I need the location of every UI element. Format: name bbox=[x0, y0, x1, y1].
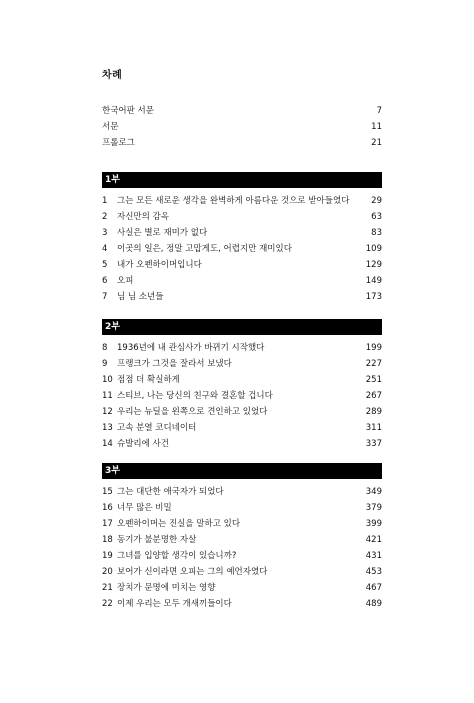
chapter-number: 19 bbox=[102, 551, 113, 561]
chapter-page: 251 bbox=[365, 375, 382, 385]
chapter-title: 사실은 별로 재미가 없다 bbox=[117, 228, 208, 238]
chapter-number: 17 bbox=[102, 519, 113, 529]
chapter-number: 12 bbox=[102, 407, 113, 417]
chapter-title: 슈발리에 사건 bbox=[117, 439, 169, 449]
chapter-number: 15 bbox=[102, 487, 113, 497]
chapter-number: 4 bbox=[102, 244, 108, 254]
chapter-title: 1936년에 내 관심사가 바뀌기 시작했다 bbox=[117, 343, 265, 353]
chapter-title: 보어가 신이라면 오피는 그의 예언자였다 bbox=[117, 567, 268, 577]
chapter-entry[interactable] bbox=[102, 516, 382, 532]
chapter-entry[interactable] bbox=[102, 564, 382, 580]
chapter-number: 2 bbox=[102, 212, 108, 222]
part-header: 3부 bbox=[102, 463, 382, 479]
chapter-page: 83 bbox=[371, 228, 382, 238]
chapter-page: 267 bbox=[365, 391, 382, 401]
chapter-entry[interactable] bbox=[102, 193, 382, 209]
entry-title: 프롤로그 bbox=[102, 138, 135, 148]
part-section bbox=[102, 319, 382, 452]
chapter-page: 421 bbox=[365, 535, 382, 545]
chapter-title: 내가 오펜하이머입니다 bbox=[117, 260, 202, 270]
chapter-title: 스티브, 나는 당신의 친구와 결혼할 겁니다 bbox=[117, 391, 273, 401]
toc-entry[interactable] bbox=[102, 135, 382, 151]
entry-title: 한국어판 서문 bbox=[102, 106, 154, 116]
chapter-entry[interactable] bbox=[102, 273, 382, 289]
chapter-title: 님 님 소년들 bbox=[117, 292, 164, 302]
chapter-number: 1 bbox=[102, 196, 108, 206]
chapter-title: 그는 대단한 애국자가 되었다 bbox=[117, 487, 224, 497]
chapter-title: 그녀를 입양할 생각이 있습니까? bbox=[117, 551, 237, 561]
chapter-entry[interactable] bbox=[102, 372, 382, 388]
chapter-entry[interactable] bbox=[102, 548, 382, 564]
toc-entry[interactable] bbox=[102, 119, 382, 135]
chapter-page: 453 bbox=[365, 567, 382, 577]
chapter-number: 5 bbox=[102, 260, 108, 270]
chapter-entry[interactable] bbox=[102, 596, 382, 612]
chapter-page: 63 bbox=[371, 212, 382, 222]
chapter-number: 3 bbox=[102, 228, 108, 238]
entry-page: 21 bbox=[371, 138, 382, 148]
chapter-page: 29 bbox=[371, 196, 382, 206]
chapter-title: 자신만의 감옥 bbox=[117, 212, 169, 222]
chapter-number: 13 bbox=[102, 423, 113, 433]
chapter-title: 장치가 문명에 미치는 영향 bbox=[117, 583, 216, 593]
front-matter-list bbox=[102, 103, 382, 151]
chapter-entry[interactable] bbox=[102, 241, 382, 257]
chapter-title: 오펜하이머는 진실을 말하고 있다 bbox=[117, 519, 241, 529]
chapter-entry[interactable] bbox=[102, 340, 382, 356]
chapter-entry[interactable] bbox=[102, 420, 382, 436]
chapter-number: 18 bbox=[102, 535, 113, 545]
chapter-title: 점점 더 확실하게 bbox=[117, 375, 180, 385]
chapter-number: 10 bbox=[102, 375, 113, 385]
chapter-number: 21 bbox=[102, 583, 113, 593]
chapter-number: 7 bbox=[102, 292, 108, 302]
chapter-page: 199 bbox=[365, 343, 382, 353]
chapter-page: 349 bbox=[365, 487, 382, 497]
entry-page: 11 bbox=[371, 122, 382, 132]
part-section bbox=[102, 172, 382, 305]
chapter-number: 9 bbox=[102, 359, 108, 369]
chapter-page: 173 bbox=[365, 292, 382, 302]
chapter-page: 379 bbox=[365, 503, 382, 513]
chapter-number: 20 bbox=[102, 567, 113, 577]
part-header: 2부 bbox=[102, 319, 382, 335]
chapter-entry[interactable] bbox=[102, 580, 382, 596]
chapter-page: 467 bbox=[365, 583, 382, 593]
chapter-page: 129 bbox=[365, 260, 382, 270]
part-header: 1부 bbox=[102, 172, 382, 188]
chapter-page: 149 bbox=[365, 276, 382, 286]
chapter-entry[interactable] bbox=[102, 225, 382, 241]
chapter-number: 22 bbox=[102, 599, 113, 609]
chapter-page: 337 bbox=[365, 439, 382, 449]
chapter-page: 289 bbox=[365, 407, 382, 417]
chapter-title: 프랭크가 그것을 잘라서 보냈다 bbox=[117, 359, 232, 369]
chapter-page: 399 bbox=[365, 519, 382, 529]
chapter-page: 311 bbox=[365, 423, 382, 433]
chapter-page: 431 bbox=[365, 551, 382, 561]
chapter-number: 8 bbox=[102, 343, 108, 353]
chapter-number: 11 bbox=[102, 391, 113, 401]
chapter-title: 우리는 뉴딜을 왼쪽으로 견인하고 있었다 bbox=[117, 407, 268, 417]
chapter-page: 489 bbox=[365, 599, 382, 609]
chapter-entry[interactable] bbox=[102, 436, 382, 452]
chapter-entry[interactable] bbox=[102, 532, 382, 548]
chapter-title: 이제 우리는 모두 개새끼들이다 bbox=[117, 599, 232, 609]
chapter-title: 이곳의 일은, 정말 고맙게도, 어렵지만 재미있다 bbox=[117, 244, 292, 254]
part-section bbox=[102, 463, 382, 612]
chapter-title: 고속 분열 코디네이터 bbox=[117, 423, 197, 433]
chapter-entry[interactable] bbox=[102, 289, 382, 305]
toc-entry[interactable] bbox=[102, 103, 382, 119]
chapter-entry[interactable] bbox=[102, 356, 382, 372]
chapter-number: 16 bbox=[102, 503, 113, 513]
entry-page: 7 bbox=[376, 106, 382, 116]
chapter-title: 오피 bbox=[117, 276, 134, 286]
chapter-number: 6 bbox=[102, 276, 108, 286]
chapter-title: 너무 많은 비밀 bbox=[117, 503, 172, 513]
chapter-title: 그는 모든 새로운 생각을 완벽하게 아름다운 것으로 받아들였다 bbox=[117, 196, 350, 206]
chapter-entry[interactable] bbox=[102, 388, 382, 404]
chapter-entry[interactable] bbox=[102, 209, 382, 225]
toc-title: 차례 bbox=[102, 70, 123, 81]
chapter-number: 14 bbox=[102, 439, 113, 449]
chapter-entry[interactable] bbox=[102, 484, 382, 500]
chapter-page: 109 bbox=[365, 244, 382, 254]
chapter-title: 동기가 불분명한 자살 bbox=[117, 535, 197, 545]
chapter-entry[interactable] bbox=[102, 500, 382, 516]
chapter-entry[interactable] bbox=[102, 404, 382, 420]
entry-title: 서문 bbox=[102, 122, 119, 132]
chapter-page: 227 bbox=[365, 359, 382, 369]
chapter-entry[interactable] bbox=[102, 257, 382, 273]
